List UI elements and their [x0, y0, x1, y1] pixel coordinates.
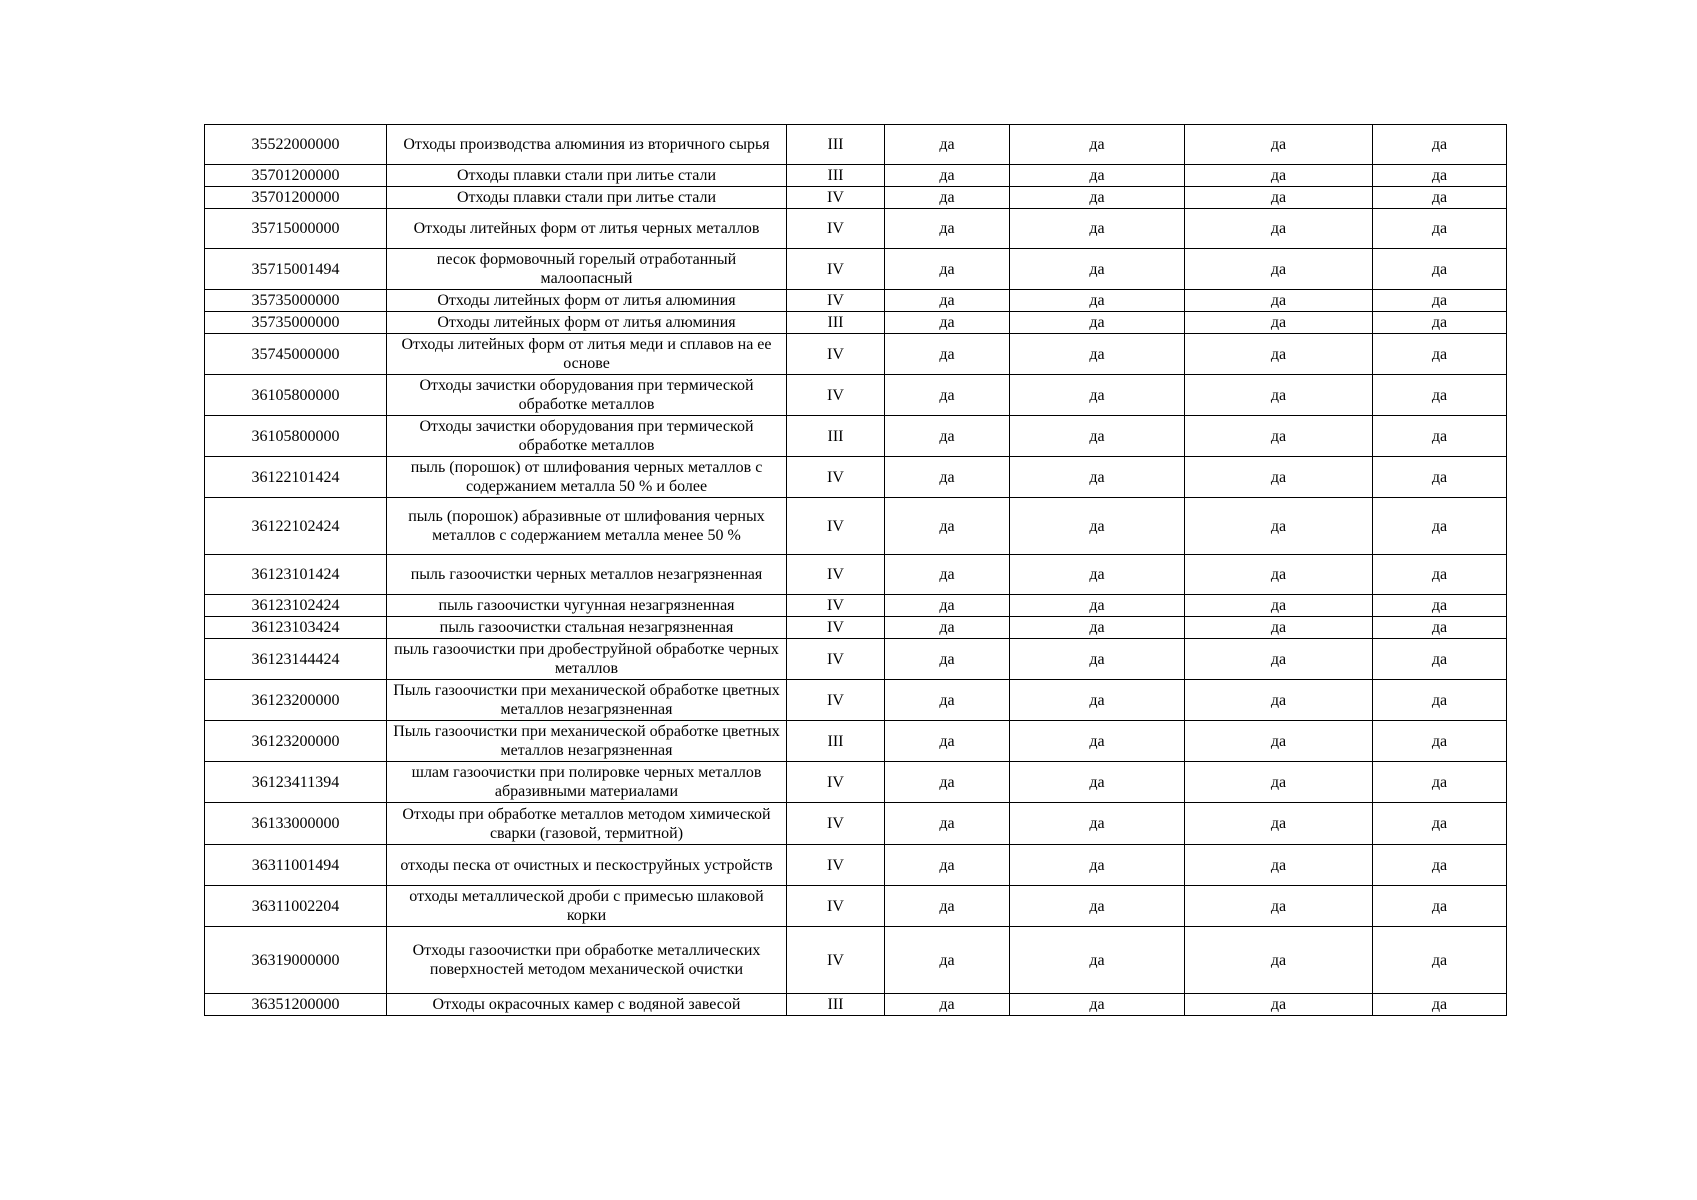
waste-code-cell: 35715000000: [205, 209, 387, 249]
flag-cell-4: да: [1373, 803, 1507, 845]
flag-cell-2: да: [1010, 845, 1185, 886]
flag-cell-4: да: [1373, 595, 1507, 617]
flag-cell-2: да: [1010, 639, 1185, 680]
hazard-class-cell: III: [787, 416, 885, 457]
waste-code-cell: 36123411394: [205, 762, 387, 803]
table-row: [205, 125, 1507, 165]
flag-cell-3: да: [1185, 994, 1373, 1016]
waste-name-cell: Отходы газоочистки при обработке металлических поверхностей методом механической очистки: [387, 927, 787, 994]
hazard-class-cell: IV: [787, 845, 885, 886]
flag-cell-3: да: [1185, 187, 1373, 209]
waste-name-cell: пыль газоочистки стальная незагрязненная: [387, 617, 787, 639]
waste-code-cell: 35735000000: [205, 312, 387, 334]
hazard-class-cell: III: [787, 165, 885, 187]
table-row: [205, 209, 1507, 249]
waste-name-cell: шлам газоочистки при полировке черных металлов абразивными материалами: [387, 762, 787, 803]
flag-cell-2: да: [1010, 721, 1185, 762]
flag-cell-2: да: [1010, 375, 1185, 416]
waste-name-cell: Отходы литейных форм от литья алюминия: [387, 312, 787, 334]
hazard-class-cell: IV: [787, 927, 885, 994]
table-row: [205, 457, 1507, 498]
flag-cell-2: да: [1010, 312, 1185, 334]
flag-cell-4: да: [1373, 994, 1507, 1016]
waste-name-cell: Отходы плавки стали при литье стали: [387, 165, 787, 187]
flag-cell-1: да: [885, 125, 1010, 165]
flag-cell-2: да: [1010, 680, 1185, 721]
waste-name-cell: Пыль газоочистки при механической обработке цветных металлов незагрязненная: [387, 721, 787, 762]
hazard-class-cell: III: [787, 312, 885, 334]
table-row: [205, 375, 1507, 416]
flag-cell-2: да: [1010, 416, 1185, 457]
hazard-class-cell: IV: [787, 617, 885, 639]
table-row: [205, 334, 1507, 375]
hazard-class-cell: IV: [787, 457, 885, 498]
flag-cell-3: да: [1185, 375, 1373, 416]
flag-cell-4: да: [1373, 886, 1507, 927]
waste-code-cell: 36311001494: [205, 845, 387, 886]
flag-cell-2: да: [1010, 595, 1185, 617]
waste-code-cell: 36123200000: [205, 721, 387, 762]
hazard-class-cell: IV: [787, 595, 885, 617]
flag-cell-2: да: [1010, 994, 1185, 1016]
table-row: [205, 721, 1507, 762]
flag-cell-3: да: [1185, 555, 1373, 595]
waste-name-cell: пыль газоочистки при дробеструйной обработке черных металлов: [387, 639, 787, 680]
table-row: [205, 416, 1507, 457]
flag-cell-3: да: [1185, 595, 1373, 617]
flag-cell-3: да: [1185, 209, 1373, 249]
flag-cell-3: да: [1185, 927, 1373, 994]
waste-code-cell: 36351200000: [205, 994, 387, 1016]
waste-name-cell: Отходы зачистки оборудования при термической обработке металлов: [387, 416, 787, 457]
flag-cell-4: да: [1373, 209, 1507, 249]
hazard-class-cell: IV: [787, 803, 885, 845]
flag-cell-3: да: [1185, 498, 1373, 555]
waste-code-cell: 36105800000: [205, 375, 387, 416]
flag-cell-4: да: [1373, 721, 1507, 762]
flag-cell-4: да: [1373, 165, 1507, 187]
flag-cell-2: да: [1010, 187, 1185, 209]
hazard-class-cell: IV: [787, 249, 885, 290]
hazard-class-cell: IV: [787, 762, 885, 803]
flag-cell-4: да: [1373, 457, 1507, 498]
waste-name-cell: пыль газоочистки черных металлов незагрязненная: [387, 555, 787, 595]
flag-cell-1: да: [885, 290, 1010, 312]
hazard-class-cell: IV: [787, 680, 885, 721]
hazard-class-cell: IV: [787, 209, 885, 249]
flag-cell-2: да: [1010, 498, 1185, 555]
hazard-class-cell: IV: [787, 498, 885, 555]
hazard-class-cell: III: [787, 721, 885, 762]
table-row: [205, 680, 1507, 721]
flag-cell-2: да: [1010, 762, 1185, 803]
flag-cell-1: да: [885, 721, 1010, 762]
flag-cell-4: да: [1373, 249, 1507, 290]
flag-cell-4: да: [1373, 334, 1507, 375]
waste-code-cell: 36123102424: [205, 595, 387, 617]
table-row: [205, 762, 1507, 803]
waste-name-cell: отходы металлической дроби с примесью шлаковой корки: [387, 886, 787, 927]
waste-code-cell: 36105800000: [205, 416, 387, 457]
flag-cell-3: да: [1185, 639, 1373, 680]
flag-cell-1: да: [885, 617, 1010, 639]
flag-cell-1: да: [885, 680, 1010, 721]
flag-cell-3: да: [1185, 803, 1373, 845]
table-row: [205, 249, 1507, 290]
flag-cell-1: да: [885, 209, 1010, 249]
table-row: [205, 595, 1507, 617]
waste-code-cell: 35715001494: [205, 249, 387, 290]
hazard-class-cell: IV: [787, 187, 885, 209]
flag-cell-2: да: [1010, 555, 1185, 595]
flag-cell-3: да: [1185, 312, 1373, 334]
flag-cell-4: да: [1373, 187, 1507, 209]
flag-cell-4: да: [1373, 639, 1507, 680]
waste-code-cell: 36122101424: [205, 457, 387, 498]
waste-code-cell: 36123200000: [205, 680, 387, 721]
flag-cell-1: да: [885, 187, 1010, 209]
flag-cell-4: да: [1373, 762, 1507, 803]
flag-cell-3: да: [1185, 125, 1373, 165]
table-row: [205, 312, 1507, 334]
hazard-class-cell: IV: [787, 375, 885, 416]
table-row: [205, 845, 1507, 886]
flag-cell-2: да: [1010, 334, 1185, 375]
table-row: [205, 555, 1507, 595]
waste-code-cell: 36123144424: [205, 639, 387, 680]
waste-name-cell: пыль (порошок) от шлифования черных металлов с содержанием металла 50 % и более: [387, 457, 787, 498]
flag-cell-3: да: [1185, 249, 1373, 290]
waste-name-cell: отходы песка от очистных и пескоструйных устройств: [387, 845, 787, 886]
table-row: [205, 617, 1507, 639]
waste-code-cell: 35701200000: [205, 165, 387, 187]
flag-cell-4: да: [1373, 290, 1507, 312]
waste-name-cell: Отходы производства алюминия из вторичного сырья: [387, 125, 787, 165]
hazard-class-cell: IV: [787, 334, 885, 375]
flag-cell-1: да: [885, 845, 1010, 886]
waste-code-cell: 36319000000: [205, 927, 387, 994]
table-row: [205, 994, 1507, 1016]
waste-table: [204, 124, 1507, 1016]
flag-cell-1: да: [885, 249, 1010, 290]
flag-cell-1: да: [885, 595, 1010, 617]
table-row: [205, 803, 1507, 845]
flag-cell-3: да: [1185, 886, 1373, 927]
flag-cell-4: да: [1373, 312, 1507, 334]
flag-cell-2: да: [1010, 165, 1185, 187]
table-row: [205, 165, 1507, 187]
flag-cell-4: да: [1373, 927, 1507, 994]
waste-code-cell: 36123101424: [205, 555, 387, 595]
flag-cell-1: да: [885, 762, 1010, 803]
flag-cell-3: да: [1185, 334, 1373, 375]
flag-cell-1: да: [885, 165, 1010, 187]
flag-cell-3: да: [1185, 680, 1373, 721]
flag-cell-4: да: [1373, 416, 1507, 457]
waste-name-cell: Пыль газоочистки при механической обработке цветных металлов незагрязненная: [387, 680, 787, 721]
flag-cell-1: да: [885, 886, 1010, 927]
waste-code-cell: 36133000000: [205, 803, 387, 845]
waste-name-cell: Отходы зачистки оборудования при термической обработке металлов: [387, 375, 787, 416]
flag-cell-3: да: [1185, 165, 1373, 187]
flag-cell-1: да: [885, 334, 1010, 375]
flag-cell-1: да: [885, 457, 1010, 498]
table-row: [205, 886, 1507, 927]
flag-cell-3: да: [1185, 721, 1373, 762]
flag-cell-1: да: [885, 555, 1010, 595]
flag-cell-4: да: [1373, 617, 1507, 639]
hazard-class-cell: IV: [787, 886, 885, 927]
waste-name-cell: Отходы литейных форм от литья меди и сплавов на ее основе: [387, 334, 787, 375]
flag-cell-3: да: [1185, 416, 1373, 457]
flag-cell-3: да: [1185, 762, 1373, 803]
flag-cell-3: да: [1185, 457, 1373, 498]
flag-cell-1: да: [885, 375, 1010, 416]
waste-name-cell: Отходы литейных форм от литья черных металлов: [387, 209, 787, 249]
flag-cell-2: да: [1010, 617, 1185, 639]
waste-name-cell: пыль (порошок) абразивные от шлифования черных металлов с содержанием металла менее 50 %: [387, 498, 787, 555]
waste-code-cell: 35701200000: [205, 187, 387, 209]
flag-cell-2: да: [1010, 290, 1185, 312]
flag-cell-1: да: [885, 639, 1010, 680]
flag-cell-1: да: [885, 994, 1010, 1016]
table-row: [205, 498, 1507, 555]
flag-cell-4: да: [1373, 555, 1507, 595]
flag-cell-3: да: [1185, 845, 1373, 886]
waste-name-cell: пыль газоочистки чугунная незагрязненная: [387, 595, 787, 617]
waste-code-cell: 36123103424: [205, 617, 387, 639]
waste-code-cell: 35522000000: [205, 125, 387, 165]
flag-cell-4: да: [1373, 375, 1507, 416]
hazard-class-cell: IV: [787, 639, 885, 680]
flag-cell-2: да: [1010, 803, 1185, 845]
waste-name-cell: песок формовочный горелый отработанный малоопасный: [387, 249, 787, 290]
table-row: [205, 290, 1507, 312]
flag-cell-2: да: [1010, 927, 1185, 994]
hazard-class-cell: III: [787, 125, 885, 165]
hazard-class-cell: III: [787, 994, 885, 1016]
flag-cell-4: да: [1373, 845, 1507, 886]
flag-cell-4: да: [1373, 125, 1507, 165]
flag-cell-2: да: [1010, 209, 1185, 249]
waste-name-cell: Отходы литейных форм от литья алюминия: [387, 290, 787, 312]
hazard-class-cell: IV: [787, 555, 885, 595]
waste-code-cell: 36122102424: [205, 498, 387, 555]
flag-cell-2: да: [1010, 886, 1185, 927]
table-row: [205, 927, 1507, 994]
flag-cell-1: да: [885, 498, 1010, 555]
flag-cell-3: да: [1185, 617, 1373, 639]
flag-cell-3: да: [1185, 290, 1373, 312]
flag-cell-1: да: [885, 803, 1010, 845]
table-row: [205, 639, 1507, 680]
waste-name-cell: Отходы окрасочных камер с водяной завесой: [387, 994, 787, 1016]
hazard-class-cell: IV: [787, 290, 885, 312]
waste-name-cell: Отходы при обработке металлов методом химической сварки (газовой, термитной): [387, 803, 787, 845]
table-body: [205, 125, 1507, 1016]
flag-cell-2: да: [1010, 125, 1185, 165]
waste-name-cell: Отходы плавки стали при литье стали: [387, 187, 787, 209]
flag-cell-1: да: [885, 927, 1010, 994]
table-row: [205, 187, 1507, 209]
flag-cell-1: да: [885, 312, 1010, 334]
waste-code-cell: 35745000000: [205, 334, 387, 375]
flag-cell-4: да: [1373, 680, 1507, 721]
waste-code-cell: 35735000000: [205, 290, 387, 312]
flag-cell-4: да: [1373, 498, 1507, 555]
flag-cell-2: да: [1010, 457, 1185, 498]
waste-code-cell: 36311002204: [205, 886, 387, 927]
flag-cell-2: да: [1010, 249, 1185, 290]
flag-cell-1: да: [885, 416, 1010, 457]
